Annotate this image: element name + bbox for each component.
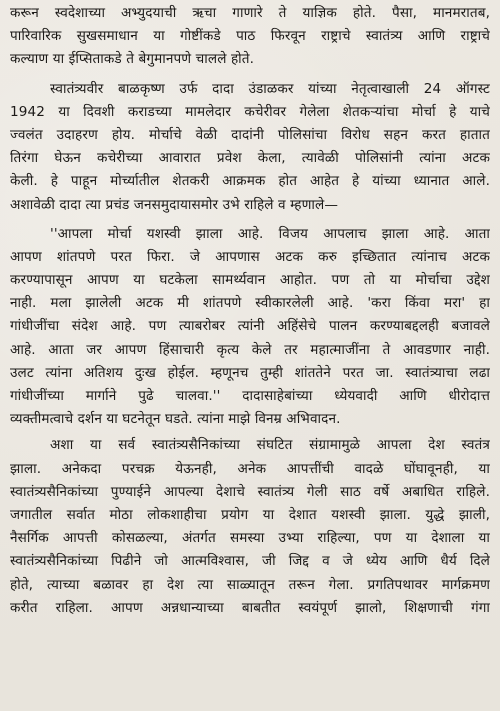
text-line: गांधीजींच्या मार्गाने पुढे चालवा.'' दादासाहेबांच्या ध्येयवादी आणि धीरोदात्त [10, 388, 490, 404]
paragraph-quote [10, 223, 490, 432]
paragraph-morcha [10, 78, 490, 217]
text-line: ज्वलंत उदाहरण होय. मोर्चाचे वेळी दादांनी पोलिसांचा विरोध सहन करत हातात [10, 126, 490, 143]
text-line: तिरंगा घेऊन कचेरीच्या आवारात प्रवेश केला, त्यावेळी पोलिसांनी त्यांना अटक [10, 150, 490, 167]
text-line: आपण शांतपणे परत फिरा. जे आपणास अटक करु इच्छितात त्यांनाच अटक [10, 248, 490, 265]
text-line: नैसर्गिक आपत्ती कोसळल्या, अंतर्गत समस्या उभ्या राहिल्या, पण या देशाला या [10, 530, 490, 547]
text-line: आहे. आता जर आपण हिंसाचारी कृत्य केले तर महात्माजींना ते आवडणार नाही. [10, 341, 490, 358]
text-line: अशा या सर्व स्वातंत्र्यसैनिकांच्या संघटित संग्रामामुळे आपला देश स्वतंत्र [50, 437, 490, 454]
text-line: करण्यापासून आपण या घटकेला सामर्थ्यवान आहोत. पण तो या मोर्चाचा उद्देश [10, 272, 490, 289]
text-line: व्यक्तीमत्वाचे दर्शन या घटनेतून घडते. त्यांना माझे विनम्र अभिवादन. [10, 411, 341, 428]
paragraph-intro [10, 2, 490, 72]
text-line: झाला. अनेकदा परचक्र येऊनही, अनेक आपत्तींची वादळे घोंघावूनही, या [10, 460, 490, 477]
text-line: नाही. मला झालेली अटक मी शांतपणे स्वीकारलेली आहे. 'करा किंवा मरा' हा [10, 295, 490, 312]
text-line: करीत राहिला. आपण अन्नधान्याच्या बाबतीत स्वयंपूर्ण झालो, शिक्षणाची गंगा [10, 599, 490, 616]
text-line: स्वातंत्र्यवीर बाळकृष्ण उर्फ दादा उंडाळकर यांच्या नेतृत्वाखाली 24 ऑगस्ट [50, 80, 490, 97]
text-line: अशावेळी दादा त्या प्रचंड जनसमुदायासमोर उभे राहिले व म्हणाले— [10, 196, 339, 213]
text-line: पारिवारिक सुखसमाधान या गोष्टींकडे पाठ फिरवून राष्ट्राचे स्वातंत्र्य आणि राष्ट्राचे [10, 28, 490, 45]
text-line: कल्याण या ईप्सिताकडे ते बेगुमानपणे चालले होते. [10, 51, 255, 68]
text-line: ''आपला मोर्चा यशस्वी झाला आहे. विजय आपलाच झाला आहे. आता [50, 225, 490, 242]
text-line: गांधीजींचा संदेश आहे. पण त्याबरोबर त्यांनी अहिंसेचे पालन करण्याबद्दलही बजावले [10, 318, 490, 335]
text-line: 1942 या दिवशी कराडच्या मामलेदार कचेरीवर गेलेला शेतकऱ्यांचा मोर्चा हे याचे [10, 103, 490, 120]
text-line: स्वातंत्र्यसैनिकांच्या पुण्याईने आपल्या देशाचे स्वातंत्र्य गेली साठ वर्षे अबाधित राहिले. [10, 483, 490, 500]
text-line: करून स्वदेशाच्या अभ्युदयाची ऋचा गाणारे ते याज्ञिक होते. पैसा, मानमरातब, [10, 5, 490, 21]
text-line: केली. हे पाहून मोर्च्यातील शेतकरी आक्रमक होत आहेत हे यांच्या ध्यानात आले. [10, 173, 490, 190]
text-line: उलट त्यांना अतिशय दुःख होईल. म्हणूनच तुम्ही शांततेने परत जा. स्वातंत्र्याचा लढा [10, 364, 490, 381]
text-line: जगातील सर्वात मोठा लोकशाहीचा प्रयोग या देशात यशस्वी झाला. युद्धे झाली, [10, 506, 490, 523]
text-line: स्वातंत्र्यसैनिकांच्या पिढीने जो आत्मविश्वास, जी जिद्द व जे ध्येय आणि धैर्य दिले [10, 553, 490, 570]
paragraph-independence [10, 434, 490, 620]
text-line: होते, त्याच्या बळावर हा देश त्या साळ्यातून तरून गेला. प्रगतिपथावर मार्गक्रमण [10, 576, 490, 593]
